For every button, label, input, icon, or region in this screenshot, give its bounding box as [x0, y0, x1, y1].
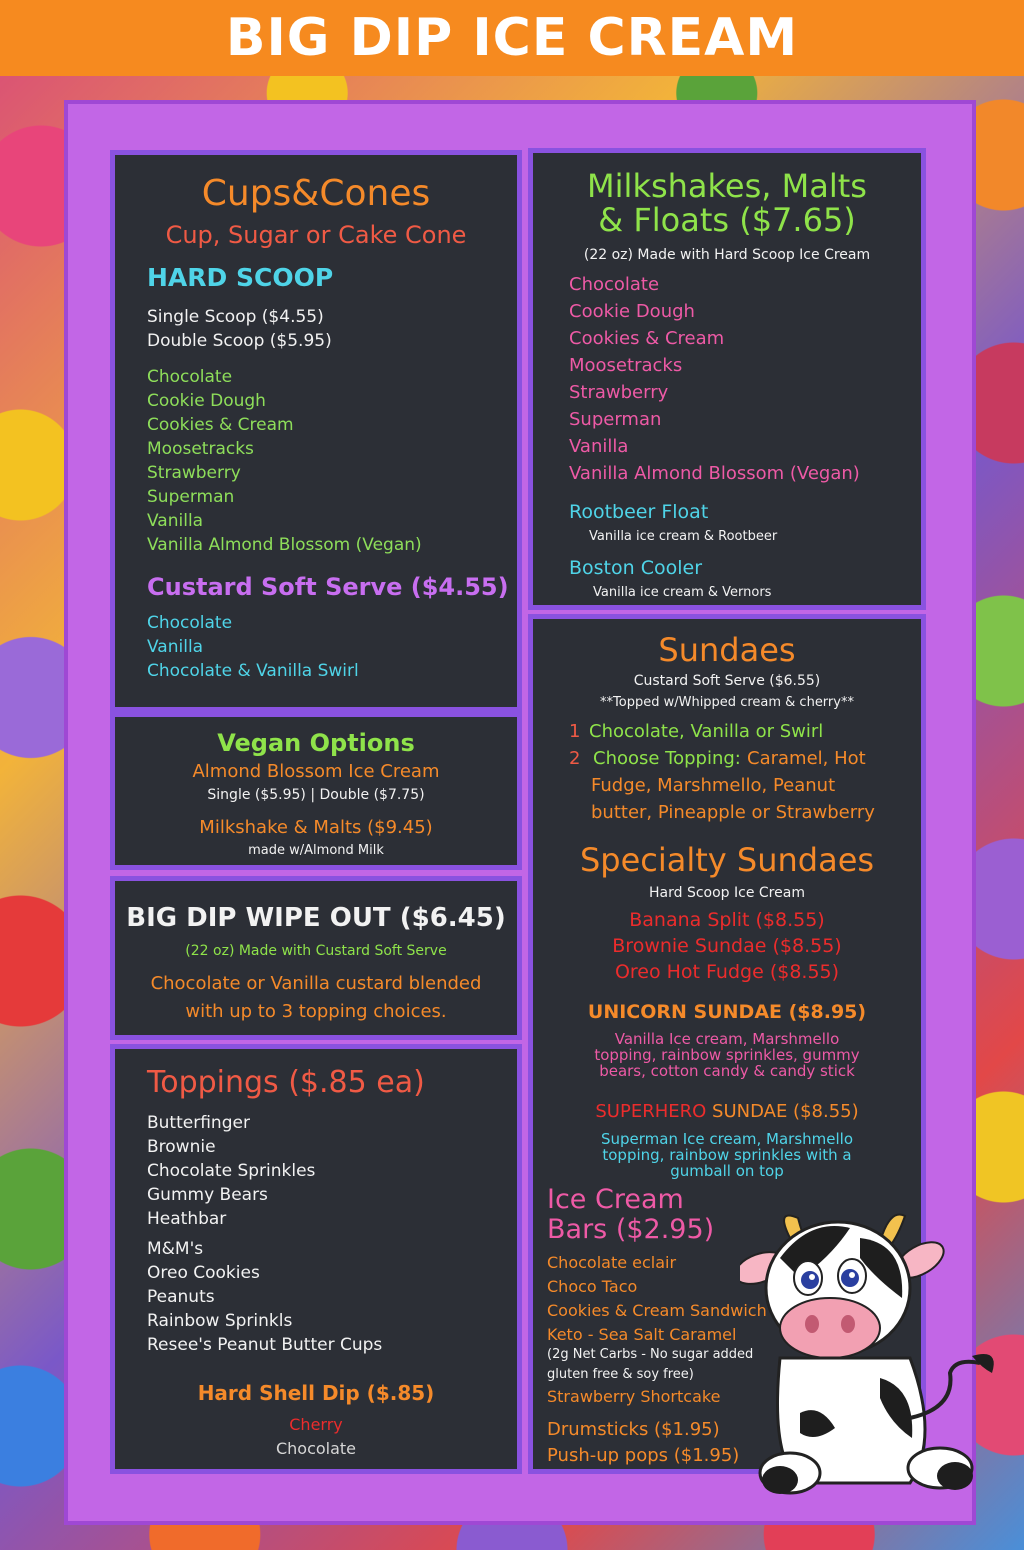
list-item: Strawberry	[569, 382, 669, 403]
list-item: Single Scoop ($4.55)	[147, 307, 324, 327]
push-up-pops: Push-up pops ($1.95)	[547, 1445, 740, 1466]
shakes-flavor-list	[569, 271, 860, 487]
toppings-list-2	[147, 1237, 382, 1357]
milkshakes-panel	[528, 148, 926, 610]
list-item: M&M's	[147, 1239, 204, 1259]
shakes-title-line1: Milkshakes, Malts	[587, 167, 867, 205]
wipe-out-desc1: Chocolate or Vanilla custard blended	[150, 973, 482, 994]
step-2-text-a: Caramel, Hot	[747, 748, 866, 769]
list-item: Vanilla Almond Blossom (Vegan)	[147, 535, 422, 555]
list-item: Cookie Dough	[147, 391, 266, 411]
custard-flavor-list	[147, 611, 359, 683]
list-item: Brownie Sundae ($8.55)	[612, 935, 842, 957]
list-item: Butterfinger	[147, 1113, 250, 1133]
list-item: Vanilla	[147, 511, 204, 531]
list-item: Vanilla Almond Blossom (Vegan)	[569, 463, 860, 484]
shakes-subtitle: (22 oz) Made with Hard Scoop Ice Cream	[583, 247, 871, 263]
list-item: Double Scoop ($5.95)	[147, 331, 332, 351]
list-item: Chocolate & Vanilla Swirl	[147, 661, 359, 681]
list-item: Chocolate eclair	[547, 1253, 677, 1272]
list-item: Choco Taco	[547, 1277, 638, 1296]
wipe-out-subtitle: (22 oz) Made with Custard Soft Serve	[185, 943, 447, 959]
list-item: Banana Split ($8.55)	[629, 909, 825, 931]
step-2-text-c: butter, Pineapple or Strawberry	[591, 802, 875, 823]
drumsticks: Drumsticks ($1.95)	[547, 1419, 720, 1440]
list-item: Moosetracks	[147, 439, 254, 459]
toppings-list-1	[147, 1111, 315, 1231]
list-item: Oreo Cookies	[147, 1263, 260, 1283]
vegan-panel	[110, 712, 522, 870]
sundaes-title: Sundaes	[658, 631, 796, 669]
list-item: Superman	[147, 487, 235, 507]
vegan-line3: Milkshake & Malts ($9.45)	[199, 817, 433, 838]
superhero-desc1: Superman Ice cream, Marshmello	[600, 1130, 854, 1148]
wipe-out-title: BIG DIP WIPE OUT ($6.45)	[126, 903, 506, 933]
list-item: Vanilla	[569, 436, 629, 457]
list-item: Chocolate	[147, 613, 233, 633]
unicorn-title: UNICORN SUNDAE ($8.95)	[587, 1001, 867, 1023]
list-item: Moosetracks	[569, 355, 683, 376]
toppings-panel	[110, 1044, 522, 1474]
superhero-desc3: gumball on top	[670, 1162, 784, 1180]
sundaes-line2: **Topped w/Whipped cream & cherry**	[600, 695, 854, 710]
list-item: Cookies & Cream	[569, 328, 725, 349]
list-item: Chocolate	[569, 274, 660, 295]
header-banner	[0, 0, 1024, 76]
step-2-label: Choose Topping:	[593, 748, 741, 769]
page-title: BIG DIP ICE CREAM	[225, 8, 799, 68]
list-item: Oreo Hot Fudge ($8.55)	[614, 961, 840, 983]
list-item: Brownie	[147, 1137, 216, 1157]
step-2-text-b: Fudge, Marshmello, Peanut	[591, 775, 836, 796]
keto-note1: (2g Net Carbs - No sugar added	[547, 1347, 754, 1362]
superhero-rest: SUNDAE ($8.55)	[712, 1101, 859, 1122]
list-item: Chocolate	[147, 367, 233, 387]
list-item: Resee's Peanut Butter Cups	[147, 1335, 383, 1355]
bars-list	[547, 1251, 767, 1347]
cow-mascot-icon	[740, 1198, 1000, 1498]
vegan-line2: Single ($5.95) | Double ($7.75)	[207, 787, 425, 803]
superhero-title	[533, 1101, 921, 1122]
specialty-title: Specialty Sundaes	[579, 841, 875, 879]
hard-shell-chocolate: Chocolate	[275, 1439, 357, 1458]
scoop-size-list	[147, 305, 332, 353]
rootbeer-float-title: Rootbeer Float	[569, 501, 709, 523]
specialty-subtitle: Hard Scoop Ice Cream	[649, 885, 805, 901]
rootbeer-float-desc: Vanilla ice cream & Rootbeer	[589, 529, 778, 544]
custard-title: Custard Soft Serve ($4.55)	[147, 573, 509, 601]
vegan-line4: made w/Almond Milk	[248, 843, 384, 858]
strawberry-shortcake: Strawberry Shortcake	[547, 1387, 721, 1406]
bars-title-line1: Ice Cream	[547, 1184, 684, 1215]
list-item: Vanilla	[147, 637, 204, 657]
list-item: Rainbow Sprinkls	[147, 1311, 293, 1331]
sundaes-line1: Custard Soft Serve ($6.55)	[633, 673, 821, 689]
cups-title: Cups&Cones	[201, 173, 431, 214]
boston-cooler-desc: Vanilla ice cream & Vernors	[593, 585, 772, 600]
cups-cones-panel	[110, 150, 522, 712]
list-item: Peanuts	[147, 1287, 215, 1307]
superhero-desc2: topping, rainbow sprinkles with a	[602, 1146, 852, 1164]
hard-scoop-title: HARD SCOOP	[147, 263, 334, 292]
list-item: Chocolate Sprinkles	[147, 1161, 316, 1181]
unicorn-desc3: bears, cotton candy & candy stick	[599, 1062, 855, 1080]
wipe-out-desc2: with up to 3 topping choices.	[185, 1001, 447, 1022]
hard-shell-cherry: Cherry	[289, 1415, 343, 1434]
list-item: Cookie Dough	[569, 301, 695, 322]
vegan-line1: Almond Blossom Ice Cream	[192, 761, 440, 782]
list-item: Strawberry	[147, 463, 241, 483]
unicorn-desc1: Vanilla Ice cream, Marshmello	[614, 1030, 840, 1048]
list-item: Cookies & Cream	[147, 415, 294, 435]
bars-title-line2: Bars ($2.95)	[547, 1214, 715, 1245]
list-item: Cookies & Cream Sandwich	[547, 1301, 767, 1320]
superhero-word: SUPERHERO	[595, 1101, 707, 1122]
list-item: Gummy Bears	[147, 1185, 268, 1205]
list-item: Heathbar	[147, 1209, 227, 1229]
list-item: Keto - Sea Salt Caramel	[547, 1325, 737, 1344]
vegan-title: Vegan Options	[217, 729, 415, 757]
hard-scoop-flavor-list	[147, 365, 422, 557]
list-item: Superman	[569, 409, 662, 430]
toppings-title: Toppings ($.85 ea)	[147, 1065, 425, 1100]
keto-note2: gluten free & soy free)	[547, 1367, 694, 1382]
step-1-number: 1	[569, 721, 581, 742]
hard-shell-title: Hard Shell Dip ($.85)	[197, 1381, 435, 1405]
wipe-out-panel	[110, 876, 522, 1040]
step-1-text: Chocolate, Vanilla or Swirl	[589, 721, 824, 742]
shakes-title-line2: & Floats ($7.65)	[598, 201, 856, 239]
step-2-number: 2	[569, 748, 581, 769]
boston-cooler-title: Boston Cooler	[569, 557, 703, 579]
cups-subtitle: Cup, Sugar or Cake Cone	[165, 221, 467, 249]
unicorn-desc2: topping, rainbow sprinkles, gummy	[594, 1046, 860, 1064]
specialty-list	[533, 907, 921, 985]
